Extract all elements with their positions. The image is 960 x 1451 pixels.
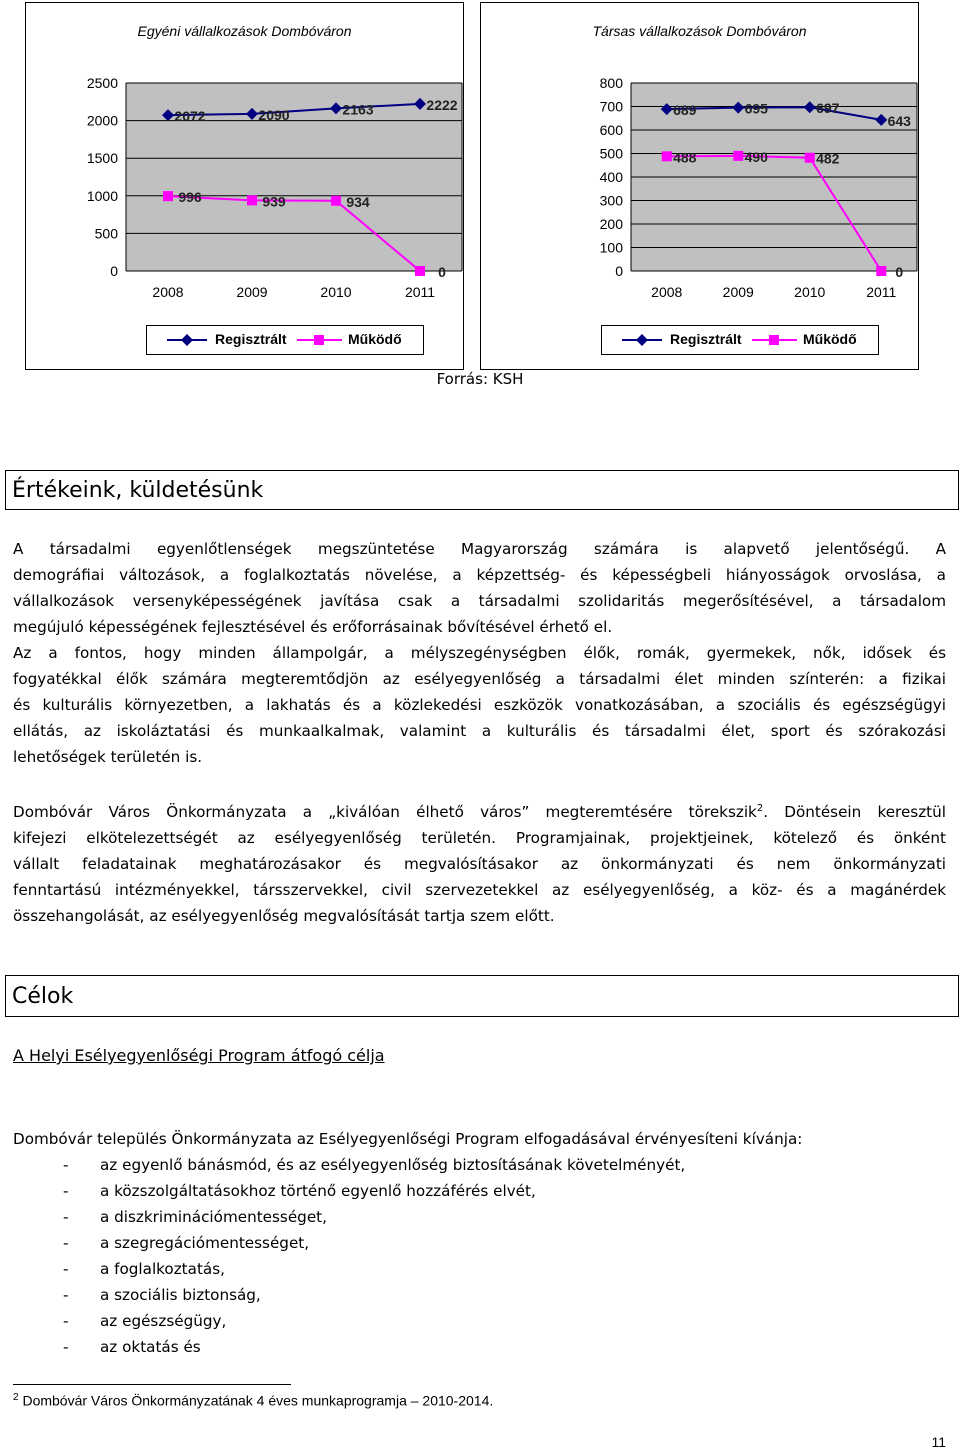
list-item-text: az egyenlő bánásmód, és az esélyegyenlőség biztosításának követelményét, [100,1156,686,1174]
footnote-number: 2 [13,1392,19,1403]
paragraph-livable-city [13,796,946,929]
text-fragment: Dombóvár Város Önkormányzata a „kiválóan élhető város” megteremtésére törekszik [13,803,757,822]
text-line: megújuló képességének fejlesztésével és erőforrásainak bővítésével érhető el. [13,618,613,636]
dash-bullet: - [63,1312,69,1330]
list-item [13,1282,685,1308]
line-chart-companies [481,3,918,323]
chart-individual-enterprises [25,2,464,370]
chart-legend [146,325,424,355]
legend-square-icon [769,335,779,345]
list-item [13,1256,685,1282]
chart-companies [480,2,919,370]
section-heading-text: Értékeink, küldetésünk [12,478,264,503]
dash-bullet: - [63,1234,69,1252]
text-line: fenntartású intézményekkel, társszervekkel, civil szervezetekkel az esélyegyenlőség, a köz- és a magánérdek [13,881,946,900]
x-tick-label: 2009 [236,284,268,300]
y-tick-label: 2000 [86,112,118,129]
y-tick-label: 800 [599,75,623,91]
data-label: 0 [438,264,446,280]
legend-label-operating: Működő [348,331,402,347]
list-item [13,1334,685,1360]
x-tick-label: 2009 [722,284,754,300]
list-item [13,1152,685,1178]
chart-legend [601,325,879,355]
x-tick-label: 2008 [152,284,184,300]
data-label: 2222 [426,96,458,113]
text-line: és kulturális környezetben, a lakhatás és a közlekedési eszközök vonatkozásában, a szociális és egészségügyi [13,696,946,714]
chart-title: Egyéni vállalkozások Dombóváron [137,23,352,39]
list-item-text: az oktatás és [100,1338,201,1356]
list-item [13,1230,685,1256]
legend-square-icon [314,335,324,345]
text-line: ellátás, az iskoláztatási és munkaalkalmak, valamint a kulturális és társadalmi élet, sport és szórakozási [13,722,946,740]
y-tick-label: 600 [599,122,623,138]
data-point-square [331,196,341,206]
data-label: 695 [744,100,768,117]
data-label: 2072 [174,108,206,125]
data-label: 488 [673,149,697,166]
list-item-text: az egészségügy, [100,1312,227,1330]
data-label: 2090 [258,106,290,123]
data-label: 996 [178,189,202,206]
legend-diamond-icon [636,334,648,346]
text-line: összehangolását, az esélyegyenlőség megvalósítását tartja szem előtt. [13,907,555,926]
x-tick-label: 2010 [320,284,352,300]
y-tick-label: 0 [110,263,118,279]
section-heading-values [5,470,959,510]
y-tick-label: 300 [599,192,623,209]
y-tick-label: 500 [94,225,118,242]
page-number: 11 [931,1434,946,1450]
text-line: A társadalmi egyenlőtlenségek megszüntetése Magyarország számára is alapvető jelentőségű. A [13,540,946,558]
legend-label-registered: Regisztrált [215,331,287,347]
footnote-divider [13,1384,291,1385]
subheading-program-goal: A Helyi Esélyegyenlőségi Program átfogó célja [13,1046,385,1065]
text-line: kifejezi elkötelezettségét az esélyegyenlőség területén. Programjainak, projektjeinek, kötelező és önként [13,829,946,848]
goal-list [13,1152,685,1360]
chart-source: Forrás: KSH [436,370,524,388]
data-label: 689 [673,102,697,119]
text-line: lehetőségek területén is. [13,748,203,766]
section-heading-goals [5,975,959,1017]
data-point-square [733,151,743,161]
text-line: fogyatékkal élők számára megteremtődjön az esélyegyenlőség a társadalmi élet minden színterén: a fizikai [13,670,946,688]
y-tick-label: 200 [599,216,623,232]
footnote [13,1392,493,1409]
paragraph-intro: Dombóvár település Önkormányzata az Esélyegyenlőségi Program elfogadásával érvényesíteni kívánja: [13,1130,803,1148]
data-label: 0 [895,264,904,280]
section-heading-text: Célok [12,984,74,1009]
list-item-text: a szegregációmentességet, [100,1234,310,1252]
data-point-square [805,153,815,163]
data-label: 697 [816,100,840,117]
data-label: 939 [262,193,286,210]
line-chart-individual [26,3,463,323]
legend-label-registered: Regisztrált [670,331,742,347]
dash-bullet: - [63,1286,69,1304]
list-item [13,1308,685,1334]
text-line: demográfiai változások, a foglalkoztatás növelése, a képzettség- és képességbeli hiányosságok orvoslása, a [13,566,946,584]
x-tick-label: 2008 [651,284,683,300]
paragraph-inequalities [13,536,946,770]
x-tick-label: 2010 [794,284,826,300]
y-tick-label: 400 [599,169,623,185]
text-line: Az a fontos, hogy minden állampolgár, a mélyszegénységben élők, romák, gyermekek, nők, idősek és [13,644,946,662]
dash-bullet: - [63,1182,69,1200]
data-point-square [662,151,672,161]
data-label: 934 [346,193,370,210]
chart-title: Társas vállalkozások Dombóváron [592,23,807,39]
text-line: vállalt feladatainak meghatározásakor és megvalósításakor az önkormányzati és nem önkormányzati [13,855,946,874]
list-item-text: a szociális biztonság, [100,1286,261,1304]
dash-bullet: - [63,1260,69,1278]
data-point-square [163,191,173,201]
text-line [13,796,946,825]
legend-label-operating: Működő [803,331,857,347]
y-tick-label: 700 [599,98,623,115]
dash-bullet: - [63,1208,69,1226]
list-item-text: a közszolgáltatásokhoz történő egyenlő hozzáférés elvét, [100,1182,536,1200]
list-item-text: a diszkriminációmentességet, [100,1208,327,1226]
y-tick-label: 2500 [86,75,118,91]
list-item [13,1178,685,1204]
list-item-text: a foglalkoztatás, [100,1260,225,1278]
x-tick-label: 2011 [866,284,897,300]
data-label: 482 [816,150,840,167]
data-label: 490 [744,148,768,165]
text-line: vállalkozások versenyképességének javítása csak a társadalmi szolidaritás megerősítésével, a társadalom [13,592,946,610]
y-tick-label: 1000 [86,187,118,204]
footnote-reference: 2 [756,803,764,814]
dash-bullet: - [63,1338,69,1356]
y-tick-label: 100 [599,239,623,256]
y-tick-label: 500 [599,145,623,162]
text-fragment: . Döntésein keresztül [763,803,946,822]
data-label: 2163 [342,101,374,118]
x-tick-label: 2011 [404,284,436,300]
data-label: 643 [887,112,911,129]
list-item [13,1204,685,1230]
legend-diamond-icon [181,334,193,346]
dash-bullet: - [63,1156,69,1174]
data-point-square [247,195,257,205]
data-point-square [415,266,425,276]
y-tick-label: 0 [615,263,623,279]
data-point-square [876,266,886,276]
y-tick-label: 1500 [86,150,118,167]
footnote-text: Dombóvár Város Önkormányzatának 4 éves munkaprogramja – 2010-2014. [18,1392,494,1409]
